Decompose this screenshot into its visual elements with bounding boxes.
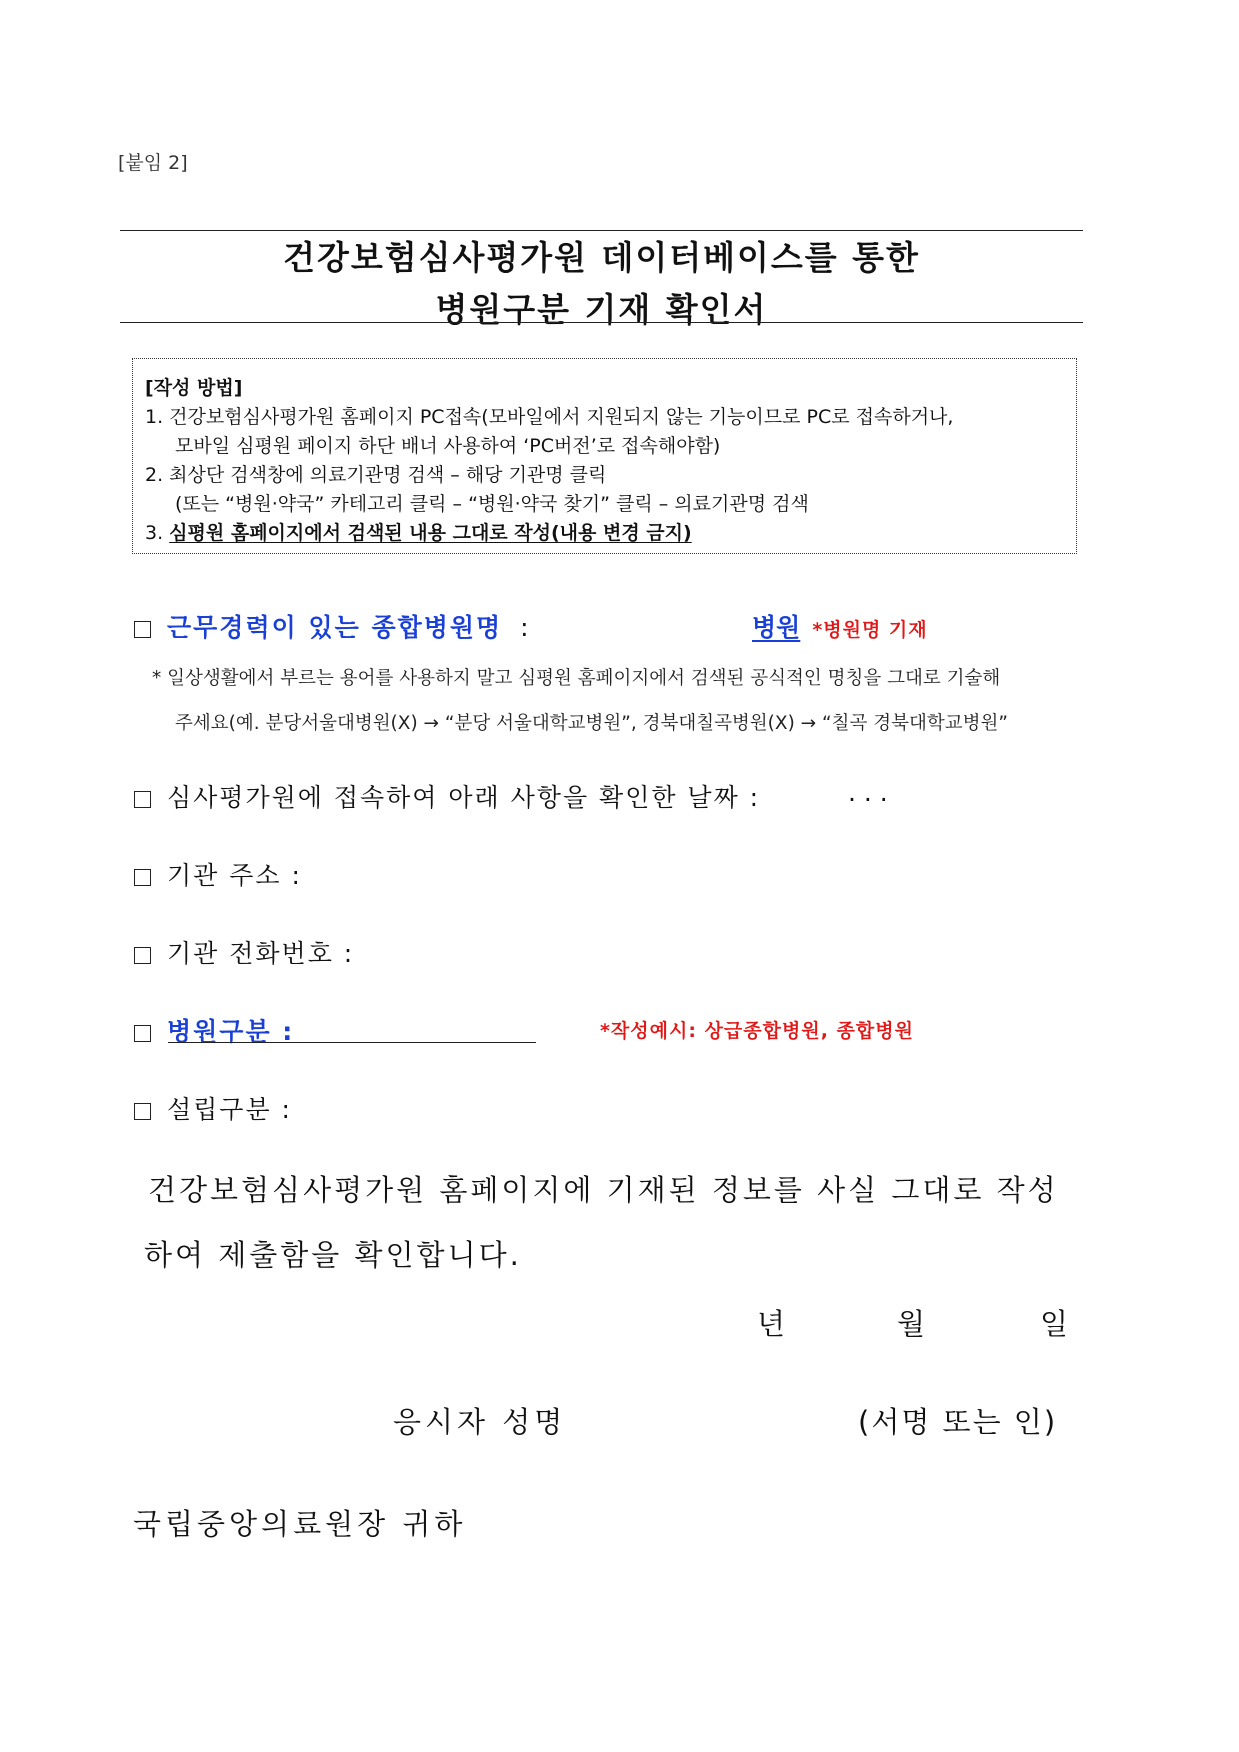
check-date-value[interactable]: . . . <box>848 778 888 807</box>
hospital-name-value-group <box>752 608 928 644</box>
hospital-name-colon: : <box>520 613 531 642</box>
hospital-name-value[interactable]: 병원 <box>752 613 801 642</box>
hospital-category-note: *작성예시: 상급종합병원, 종합병원 <box>600 1020 914 1042</box>
statement-line-1: 건강보험심사평가원 홈페이지에 기재된 정보를 사실 그대로 작성 <box>148 1173 1059 1207</box>
hospital-name-checkbox[interactable] <box>134 621 151 638</box>
address-checkbox[interactable] <box>134 869 151 886</box>
phone-label: 기관 전화번호 : <box>167 939 355 968</box>
method-step-1-cont: 모바일 심평원 페이지 하단 배너 사용하여 ‘PC버전’로 접속해야함) <box>175 435 721 457</box>
field-address <box>134 856 302 892</box>
title-bottom-rule <box>120 322 1083 323</box>
writing-method-box <box>132 358 1077 554</box>
title-top-rule <box>120 230 1083 231</box>
addressee: 국립중앙의료원장 귀하 <box>133 1507 467 1541</box>
field-establishment <box>134 1090 292 1126</box>
field-check-date <box>134 778 760 814</box>
check-date-label: 심사평가원에 접속하여 아래 사항을 확인한 날짜 : <box>167 783 761 812</box>
method-step-2-cont: (또는 “병원·약국” 카테고리 클릭 – “병원·약국 찾기” 클릭 – 의료기관명 검색 <box>175 493 809 515</box>
phone-checkbox[interactable] <box>134 947 151 964</box>
method-step-1: 1. 건강보험심사평가원 홈페이지 PC접속(모바일에서 지원되지 않는 기능이므로 PC로 접속하거나, <box>145 406 954 428</box>
method-step-3 <box>145 518 692 545</box>
notice-line-2: 주세요(예. 분당서울대병원(X) → “분당 서울대학교병원”, 경북대칠곡병원(X) → “칠곡 경북대학교병원” <box>175 713 1008 734</box>
applicant-name-label: 응시자 성명 <box>393 1405 567 1439</box>
address-label: 기관 주소 : <box>167 861 302 890</box>
hospital-name-note: *병원명 기재 <box>812 619 928 641</box>
field-hospital-name <box>134 608 531 644</box>
document-title-line2: 병원구분 기재 확인서 <box>435 290 768 329</box>
check-date-checkbox[interactable] <box>134 791 151 808</box>
hospital-category-checkbox[interactable] <box>134 1025 151 1042</box>
establishment-checkbox[interactable] <box>134 1103 151 1120</box>
method-step-3-number: 3. <box>145 522 170 544</box>
hospital-category-label: 병원구분 : <box>167 1017 295 1046</box>
method-step-3-text: 심평원 홈페이지에서 검색된 내용 그대로 작성(내용 변경 금지) <box>169 522 692 544</box>
signature-mark: (서명 또는 인) <box>858 1405 1058 1439</box>
attachment-label: [붙임 2] <box>118 152 188 174</box>
establishment-label: 설립구분 : <box>167 1095 292 1124</box>
notice-line-1: * 일상생활에서 부르는 용어를 사용하지 말고 심평원 홈페이지에서 검색된 공식적인 명칭을 그대로 기술해 <box>152 668 1001 689</box>
date-day: 일 <box>1040 1307 1072 1341</box>
hospital-name-label: 근무경력이 있는 종합병원명 <box>167 613 503 642</box>
statement-line-2: 하여 제출함을 확인합니다. <box>144 1238 522 1272</box>
method-heading: [작성 방법] <box>145 377 243 399</box>
date-month: 월 <box>897 1307 929 1341</box>
date-year: 년 <box>757 1307 789 1341</box>
method-step-2: 2. 최상단 검색창에 의료기관명 검색 – 해당 기관명 클릭 <box>145 464 607 486</box>
hospital-category-blank[interactable] <box>168 1042 536 1043</box>
document-title-line1: 건강보험심사평가원 데이터베이스를 통한 <box>283 238 920 277</box>
field-phone <box>134 934 354 970</box>
